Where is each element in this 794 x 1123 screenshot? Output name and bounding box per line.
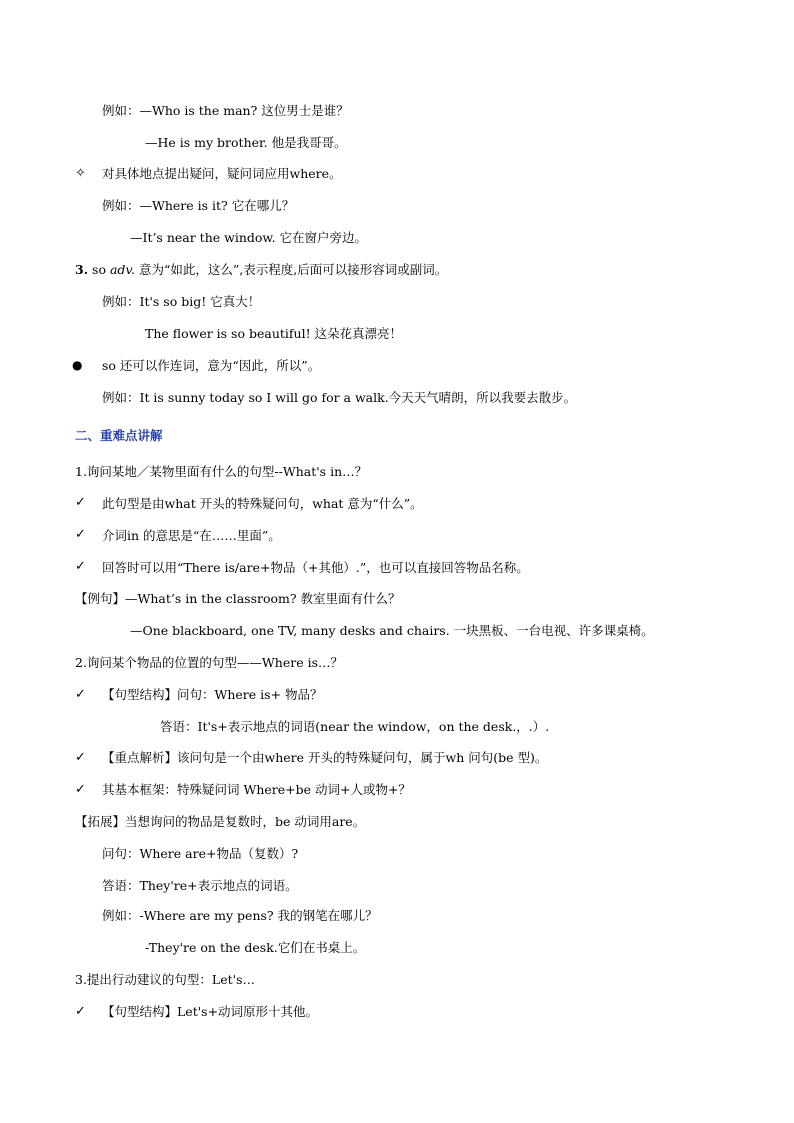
check-icon: ✓ [75, 1004, 86, 1019]
vocab-meaning: 意为“如此，这么”,表示程度,后面可以接形容词或副词。 [138, 262, 448, 277]
example-line: —It’s near the window. 它在窗户旁边。 [130, 230, 368, 245]
body-line: 【句型结构】问句：Where is+ 物品？ [102, 687, 323, 702]
example-line: 例如：-Where are my pens? 我的钢笔在哪儿？ [102, 908, 378, 923]
example-line: —One blackboard, one TV, many desks and chairs. 一块黑板、一台电视、许多课桌椅。 [130, 623, 654, 638]
body-line: 对具体地点提出疑问，疑问词应用where。 [102, 166, 342, 181]
item-number: 3. [75, 262, 89, 277]
example-line: -They're on the desk.它们在书桌上。 [145, 940, 366, 955]
example-line: 例如：It is sunny today so I will go for a walk.今天天气晴朗，所以我要去散步。 [102, 390, 577, 405]
body-line: 答语：They're+表示地点的词语。 [102, 878, 298, 893]
example-line: 例如：—Who is the man? 这位男士是谁？ [102, 103, 349, 118]
vocab-line-so [75, 261, 447, 279]
dot-bullet-icon: ● [72, 358, 83, 372]
body-line: 【重点解析】该问句是一个由where 开头的特殊疑问句，属于wh 问句(be 型)。 [102, 750, 548, 765]
body-line: 答语：It's+表示地点的词语(near the window，on the desk.，.）. [160, 719, 550, 734]
example-line: 例如：It's so big! 它真大！ [102, 294, 261, 309]
subheading: 2.询问某个物品的位置的句型——Where is…？ [75, 655, 343, 670]
part-of-speech: adv. [109, 262, 135, 277]
subheading: 3.提出行动建议的句型：Let's… [75, 972, 255, 987]
body-line: 【句型结构】Let's+动词原形十其他。 [102, 1004, 319, 1019]
subheading: 1.询问某地／某物里面有什么的句型--What's in…？ [75, 464, 368, 479]
example-line: —He is my brother. 他是我哥哥。 [145, 135, 347, 150]
body-line: 回答时可以用“There is/are+物品（+其他）.”，也可以直接回答物品名称。 [102, 560, 529, 575]
check-icon: ✓ [75, 527, 86, 542]
check-icon: ✓ [75, 559, 86, 574]
check-icon: ✓ [75, 687, 86, 702]
example-line: 【例句】—What’s in the classroom? 教室里面有什么？ [75, 591, 401, 606]
body-line: 介词in 的意思是“在……里面”。 [102, 528, 281, 543]
example-line: 例如：—Where is it? 它在哪儿？ [102, 198, 295, 213]
body-line: so 还可以作连词，意为“因此，所以”。 [102, 358, 321, 373]
example-line: The flower is so beautiful! 这朵花真漂亮！ [145, 326, 403, 341]
diamond-bullet-icon: ✧ [75, 166, 86, 181]
body-line: 其基本框架：特殊疑问词 Where+be 动词+人或物+？ [102, 782, 411, 797]
check-icon: ✓ [75, 495, 86, 510]
section-heading: 二、重难点讲解 [75, 428, 163, 443]
body-line: 此句型是由what 开头的特殊疑问句，what 意为“什么”。 [102, 496, 423, 511]
check-icon: ✓ [75, 750, 86, 765]
body-line: 【拓展】当想询问的物品是复数时，be 动词用are。 [75, 814, 366, 829]
check-icon: ✓ [75, 782, 86, 797]
body-line: 问句：Where are+物品（复数）? [102, 846, 299, 861]
vocab-word: so [92, 262, 106, 277]
